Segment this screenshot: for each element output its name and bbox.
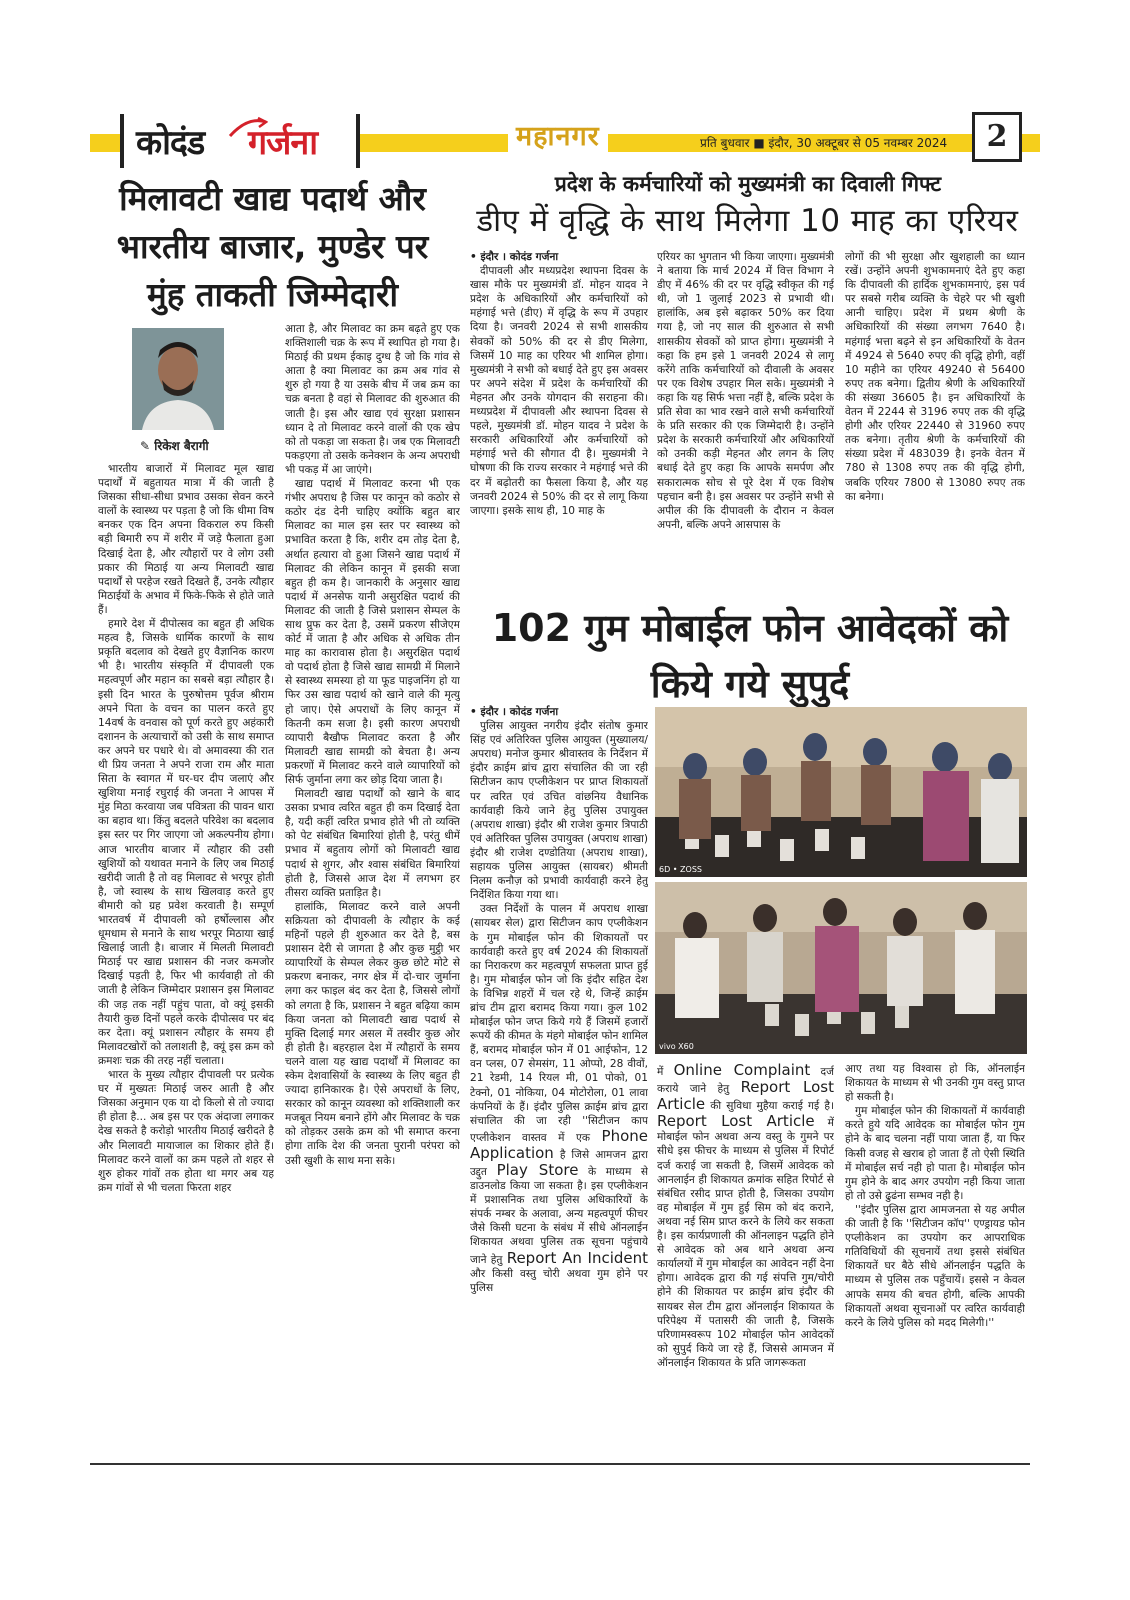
paragraph: एरियर का भुगतान भी किया जाएगा। मुख्यमंत्री ने बताया कि मार्च 2024 में वित्त विभाग ने डीए में 46% की दर पर वृद्धि स्वीकृत की गई थी, जो 1 जुलाई 2023 से प्रभावी थी। हालांकि, अब इसे बढ़ाकर 50% कर दिया गया है, जो नए साल की शुरुआत से सभी शासकीय सेवकों को प्राप्त होगा। मुख्यमंत्री ने कहा कि हम इसे 1 जनवरी 2024 से लागू करेंगे ताकि कर्मचारियों को दीवाली के अवसर पर एक विशेष उपहार मिल सके। मुख्यमंत्री ने कहा कि यह सिर्फ भत्ता नहीं है, बल्कि प्रदेश के प्रति सेवा का भाव रखने वाले सभी कर्मचारियों के प्रति सरकार की एक जिम्मेदारी है। उन्होंने प्रदेश के सरकारी कर्मचारियों और अधिकारियों को उनकी कड़ी मेहनत और लगन के लिए बधाई देते हुए कहा कि आपके समर्पण और सकारात्मक सोच से पूरे देश में एक विशेष पहचान बनी है। इस अवसर पर उन्होंने सभी से अपील की कि दीपावली के दौरान न केवल अपनी, बल्कि अपने आसपास के <box>657 251 834 531</box>
da-article-column-2 <box>657 250 834 595</box>
text-run: है जिसे आमजन द्वारा उद्दुत <box>470 1148 648 1178</box>
text-run: में मोबाईल फोन अथवा अन्य वस्तु के गुमने पर सीधे इस फीचर के माध्यम से पुलिस में रिपोर्ट दर्ज कराई जा सकती है, जिसमें आवेदक को आनलाईन ही शिकायत क्रमांक सहित रिपोर्ट से संबंधित रसीद प्राप्त होती है, जिसका उपयोग वह मोबाईल में गुम हुई सिम को बंद कराने, अथवा नई सिम प्राप्त करने के लिये कर सकता है। इस कार्यप्रणाली की ऑनलाइन पद्धति होने से आवेदक को अब थाने अथवा अन्य कार्यालयों में गुम मोबाईल का आवेदन नहीं देना होगा। आवेदक द्वारा की गई संपत्ति गुम/चोरी होने की शिकायत पर क्राईम ब्रांच इंदौर की सायबर सेल टीम द्वारा ऑनलाईन शिकायत के परिपेक्ष्य में पतासरी की जाती है, जिसके परिणामस्वरूप 102 मोबाईल फोन आवेदकों को सुपुर्द किये जा रहे हैं, जिससे आमजन में ऑनलाईन शिकायत के प्रति जागरूकता <box>657 1117 834 1369</box>
da-article-headline: डीए में वृद्धि के साथ मिलेगा 10 माह का एरियर <box>476 203 1019 239</box>
issue-info: प्रति बुधवार ■ इंदौर, 30 अक्टूबर से 05 नवम्बर 2024 <box>700 136 948 150</box>
paragraph: भारतीय बाजारों में मिलावट मूल खाद्य पदार्थों में बहुतायत मात्रा में की जाती है जिसका सीधा-सीधा प्रभाव उसका सेवन करने वालों के स्वास्थ्य पर पड़ता है जो कि धीमा विष बनकर एक दिन अपना विकराल रुप किसी बड़ी बिमारी रुप में शरीर में जड़े फैलाता हुआ दिखाई देता है, और त्यौहारों पर वे लोग उसी प्रकार की मिठाई या अन्य मिलावटी खाद्य पदार्थों से परहेज रखते दिखते हैं, उनके त्यौहार मिठाईयों के अभाव में फिके-फिके से होते जाते हैं। <box>98 463 274 616</box>
text-run: Online Complaint <box>673 1062 811 1079</box>
left-article-column-2 <box>285 322 460 1458</box>
paragraph: हालांकि, मिलावट करने वाले अपनी सक्रियता को दीपावली के त्यौहार के कई महिनों पहले ही शुरुआत कर देते है, बस प्रशासन देरी से जागता है और कुछ मुट्ठी भर व्यापारियों के सेम्पल लेकर कुछ छोटे मोटे से प्रकरण बनाकर, नगर क्षेत्र में दो-चार जुर्माना लगा कर फाइल बंद कर देता है, जिससे लोगों को लगता है कि, प्रशासन ने बहुत बढ़िया काम किया जनता को मिलावटी खाद्य पदार्थ से मुक्ति दिलाई मगर असल में तस्वीर कुछ ओर ही होती है। बहरहाल देश में त्यौहारों के समय चलने वाला यह खाद्य पदार्थों में मिलावट का स्केम देशवासियों के स्वास्थ्य के लिए बहुत ही ज्यादा हानिकारक है। ऐसे अपराधों के लिए, सरकार को कानून व्यवस्था को शक्तिशाली कर मजबूत नियम बनाने होंगे और मिलावट के चक्र को तोड़कर उसके क्रम को भी समाप्त करना होगा ताकि देश की जनता पुरानी परंपरा को उसी खुशी के साथ मना सके। <box>285 900 460 1167</box>
logo-left-bar <box>120 114 124 168</box>
page-number: 2 <box>972 112 1022 162</box>
photo-caption: 6D • ZOSS <box>659 865 702 874</box>
author-photo <box>132 328 224 430</box>
text-run: Report Lost Article <box>657 1078 834 1114</box>
paragraph: दीपावली और मध्यप्रदेश स्थापना दिवस के खास मौके पर मुख्यमंत्री डॉ. मोहन यादव ने प्रदेश के अधिकारियों और कर्मचारियों को महंगाई भत्ते (डीए) में वृद्धि के रूप में उपहार दिया है। जनवरी 2024 से सभी शासकीय सेवकों को 50% की दर से डीए मिलेगा, जिसमें 10 माह का एरियर भी शामिल होगा। मुख्यमंत्री ने सभी को बधाई देते हुए इस अवसर पर अपने संदेश में प्रदेश के कर्मचारियों की मेहनत और उनके योगदान की सराहना की। मध्यप्रदेश में दीपावली और स्थापना दिवस से पहले, मुख्यमंत्री डॉ. मोहन यादव ने प्रदेश के सरकारी अधिकारियों और कर्मचारियों को महंगाई भत्ते की सौगात दी है। मुख्यमंत्री ने घोषणा की कि राज्य सरकार ने महंगाई भत्ते की दर में बढ़ोतरी का फैसला किया है, और यह जनवरी 2024 से 50% की दर से लागू किया जाएगा। इसके साथ ही, 10 माह के <box>470 265 648 517</box>
mobile-article-column-1 <box>470 705 648 1458</box>
logo-right-bar <box>356 114 360 168</box>
paragraph <box>657 1062 834 1370</box>
text-run: के माध्यम से डाउनलोड किया जा सकता है। इस एप्लीकेशन में प्रशासनिक तथा पुलिस अधिकारियों के संपर्क नम्बर के अलावा, अन्य महत्वपूर्ण फीचर जैसे किसी घटना के संबंध में सीधे ऑनलाईन शिकायत अथवा पुलिस तक सूचना पहुंचाये जाने हेतु <box>470 1166 648 1266</box>
section-name: महानगर <box>508 116 608 153</box>
paragraph: भारत के मुख्य त्यौहार दीपावली पर प्रत्येक घर में मुख्यतः मिठाई जरुर आती है और जिसका अनुमान एक या दो किलो से तो ज्यादा ही होता है... अब इस पर एक अंदाजा लगाकर देख सकते है करोड़ो भारतीय मिठाई खरीदते है और मिलावटी मायाजाल का शिकार होते हैं। मिलावट करने वालों का क्रम पहले तो शहर से शुरु होकर गांवों तक होता था मगर अब यह क्रम गांवों से भी चलता फिरता शहर <box>98 1069 274 1194</box>
author-name <box>140 437 270 454</box>
event-photo-1 <box>655 707 1027 877</box>
paragraph: लोगों की भी सुरक्षा और खुशहाली का ध्यान रखें। उन्होंने अपनी शुभकामनाएं देते हुए कहा कि दीपावली की हार्दिक शुभकामनाएं, इस पर्व पर सबसे गरीब व्यक्ति के चेहरे पर भी खुशी आनी चाहिए। प्रदेश में प्रथम श्रेणी के अधिकारियों की संख्या लगभग 7640 है। महंगाई भत्ता बढ़ने से इन अधिकारियों के वेतन में 4924 से 5640 रुपए की वृद्धि होगी, वहीं 10 महीने का एरियर 49240 से 56400 रुपए तक बनेगा। द्वितीय श्रेणी के अधिकारियों की संख्या 36605 है। इन अधिकारियों के वेतन में 2244 से 3196 रुपए तक की वृद्धि होगी और एरियर 22440 से 31960 रुपए तक बनेगा। तृतीय श्रेणी के कर्मचारियों की संख्या प्रदेश में 483039 है। इनके वेतन में 780 से 1308 रुपए तक की वृद्धि होगी, जबकि एरियर 7800 से 13080 रुपए तक का बनेगा। <box>845 251 1025 503</box>
byline: • इंदौर । कोदंड गर्जना <box>470 706 559 718</box>
newspaper-logo <box>120 112 360 170</box>
text-run: Play Store <box>496 1161 579 1179</box>
mobile-article-column-3 <box>845 1062 1025 1458</box>
applicants-receiving-phones-image <box>655 882 1027 1054</box>
paragraph: आता है, और मिलावट का क्रम बढ़ते हुए एक शक्तिशाली चक्र के रूप में स्थापित हो गया है। मिठाई की प्रथम ईकाइ दुग्ध है जो कि गांव से आता है क्या मिलावट का क्रम अब गांव से शुरु हो गया है या उसके बीच में जब क्रम का चक्र बनता है वहां से मिलावट की शुरुआत की जाती है। इस और खाद्य एवं सुरक्षा प्रशासन ध्यान दे तो मिलावट करने वालों की एक खेप को तो पकड़ा जा सकता है। जब एक मिलावटी पकड़एगा तो उसके कनेक्शन के अन्य अपराधी भी पकड़ में आ जाएंगे। <box>285 323 460 476</box>
text-run: Application <box>470 1143 554 1162</box>
event-photo-2 <box>655 882 1027 1054</box>
officials-handing-phones-image <box>655 707 1027 877</box>
photo-caption: vivo X60 <box>659 1042 694 1051</box>
text-run: उक्त निर्देशों के पालन में अपराध शाखा (सायबर सेल) द्वारा सिटीजन काप एप्लीकेशन के गुम मोबाईल फोन की शिकायतों पर कार्यवाही करते हुए वर्ष 2024 की शिकायतों का निराकरण कर महत्वपूर्ण सफलता प्राप्त हुई है। गुम मोबाईल फोन जो कि इंदौर सहित देश के विभिन्न शहरों में चल रहे थे, जिन्हें क्राईम ब्रांच टीम द्वारा बरामद किया गया। कुल 102 मोबाईल फोन जप्त किये गये हैं जिसमें हजारों रूपयें की कीमत के मंहगे मोबाईल फोन शामिल हैं, बरामद मोबाईल फोन में 01 आईफोन, 12 वन प्लस, 07 सेमसंग, 11 ओप्पो, 28 वीवों, 21 रेडमी, 14 रियल मी, 01 पोको, 01 टेक्नो, 01 नोकिया, 04 मोटोरोला, 01 लावा कंपनियों के हैं। इंदौर पुलिस क्राईम ब्रांच द्वारा संचालित की जा रही ''सिटीजन काप एप्लीकेशन वास्तव में एक <box>470 903 648 1144</box>
text-run: में <box>657 1066 664 1078</box>
text-run: Phone <box>601 1126 648 1145</box>
paragraph: पुलिस आयुक्त नगरीय इंदौर संतोष कुमार सिंह एवं अतिरिक्त पुलिस आयुक्त (मुख्यालय/अपराध) मनोज कुमार श्रीवास्तव के निर्देशन में इंदौर क्राईम ब्रांच द्वारा संचालित की जा रही सिटीजन काप एप्लीकेशन पर प्राप्त शिकायतों पर त्वरित एवं उचित वांछनिय वैधानिक कार्यवाही किये जाने हेतु पुलिस उपायुक्त (अपराध शाखा) इंदौर श्री राजेश कुमार त्रिपाठी एवं अतिरिक्त पुलिस उपायुक्त (अपराध शाखा) इंदौर श्री राजेश दण्डोतिया (अपराध शाखा), सहायक पुलिस आयुक्त (सायबर) श्रीमती निलम कनौज़ को प्रभावी कार्यवाही करने हेतु निर्देशित किया गया था। <box>470 720 648 902</box>
text-run: दर्ज कराये जाने हेतु <box>657 1066 834 1096</box>
byline: • इंदौर । कोदंड गर्जना <box>470 251 559 263</box>
paragraph: आए तथा यह विश्वास हो कि, ऑनलाईन शिकायत के माध्यम से भी उनकी गुम वस्तु प्राप्त हो सकती है। <box>845 1063 1025 1104</box>
paragraph: ''इंदौर पुलिस द्वारा आमजनता से यह अपील की जाती है कि ''सिटीजन कॉप'' एण्ड्रायड फोन एप्लीकेशन का उपयोग कर आपराधिक गतिविधियों की सूचनायें तथा इससे संबंधित शिकायतें घर बैठे सीधे ऑनलाईन पद्धति के माध्यम से पुलिस तक पहुँचायें। इससे न केवल आपके समय की बचत होगी, बल्कि आपकी शिकायतों अथवा सूचनाओं पर त्वरित कार्यवाही करने के लिये पुलिस को मदद मिलेगी।'' <box>845 1203 1025 1329</box>
text-run: Report An Incident <box>506 1248 648 1267</box>
da-article-column-1 <box>470 250 648 595</box>
paragraph: मिलावटी खाद्य पदार्थों को खाने के बाद उसका प्रभाव त्वरित बहुत ही कम दिखाई देता है, यदी कहीं त्वरित प्रभाव होते भी तो व्यक्ति को पेट संबंधित बिमारियां होती है, परंतु धीमें प्रभाव में बहुताय लोगों को मिलावटी खाद्य पदार्थ से शुगर, और श्वास संबंधित बिमारियां होती है, जिससे आज देश में लगभग हर तीसरा व्यक्ति प्रताड़ित है। <box>285 788 460 899</box>
da-article-column-3 <box>845 250 1025 595</box>
da-article-subheadline: प्रदेश के कर्मचारियों को मुख्यमंत्री का दिवाली गिफ्ट <box>554 172 942 196</box>
pen-icon: ✎ <box>140 439 151 453</box>
text-run: Report Lost Article <box>657 1112 815 1131</box>
author-portrait <box>132 328 224 430</box>
logo-part1: कोदंड <box>136 123 205 163</box>
text-run: की सुविधा मुहैया कराई गई है। <box>710 1100 834 1113</box>
logo-part2: गर्जना <box>248 123 318 163</box>
paragraph: हमारे देश में दीपोत्सव का बहुत ही अधिक महत्व है, जिसके धार्मिक कारणों के साथ प्रकृति बदलाव को देखते हुए वैज्ञानिक कारण भी है। भारतीय संस्कृति में दीपावली एक महत्वपूर्ण और महान का सबसे बड़ा त्यौहार है। इसी दिन भारत के पुरुषोत्तम पूर्वज श्रीराम अपने पिता के वचन का पालन करते हुए 14वर्ष के वनवास को पूर्ण करते हुए अहंकारी दशानन के अत्याचारों को उसी के साथ समाप्त कर अपने घर पधारे थे। वो अमावस्या की रात थी प्रिय जनता ने अपने राजा राम और माता सिता के स्वागत में घर-घर दीप जलाएं और खुशिया मनाई रघुराई की जनता ने आपस में मुंह मिठा करवाया जब पवित्रता की पावन धारा का बहाव था। किंतु बदलते परिवेश का बदलाव इस स्तर पर गिर जाएगा जो अकल्पनीय होगा। आज भारतीय बाजार में त्यौहार की उसी खुशियों को यथावत मनाने के लिए जब मिठाई खरीदी जाती है तो वह मिलावट से भरपूर होती है, जो स्वास्थ के साथ खिलवाड़ करते हुए बीमारी को ग्रह प्रवेश करवाती है। सम्पूर्ण भारतवर्ष में दीपावली को हर्षोल्लास और धूमधाम से मनाने के साथ भरपूर मिठाया खाई खिलाई जाती है। बाजार में मिलती मिलावटी मिठाई पर खाद्य प्रशासन की नजर कमजोर दिखाई पड़ती है, फिर भी कार्यवाही तो की जाती है लेकिन जिम्मेदार प्रशासन इस मिलावट की जड़ तक नहीं पहुंच पाता, वो क्यूं इसकी तैयारी कुछ दिनों पहले करके दीपोत्सव पर बंद कर देता। क्यूं प्रशासन त्यौहार के समय ही मिलावटखोरों को तलाशती है, क्यूं इस क्रम को क्रमशः चक्र की तरह नहीं चलाता। <box>98 618 274 1067</box>
paragraph <box>470 902 648 1295</box>
mobile-article-column-2 <box>657 1062 834 1458</box>
masthead <box>90 112 1040 170</box>
bottom-rule <box>90 1463 1030 1465</box>
left-article-column-1 <box>98 462 274 1458</box>
mobile-article-headline: 102 गुम मोबाईल फोन आवेदकों को किये गये सुपुर्द <box>491 606 1009 706</box>
left-article-headline: मिलावटी खाद्य पदार्थ और भारतीय बाजार, मुण्डेर पर मुंह ताकती जिम्मेदारी <box>116 179 429 314</box>
paragraph: गुम मोबाईल फोन की शिकायतों में कार्यवाही करते हुये यदि आवेदक का मोबाईल फोन गुम होने के बाद चलना नहीं पाया जाता हैं, या फिर किसी वजह से खराब हो जाता हैं तो ऐसी स्थिति में मोबाईल सर्च नही हो पाता है। मोबाईल फोन गुम होने के बाद अगर उपयोग नही किया जाता हो तो उसे ढुढंना सम्भव नही है। <box>845 1105 1025 1202</box>
paragraph: खाद्य पदार्थ में मिलावट करना भी एक गंभीर अपराध है जिस पर कानून को कठोर से कठोर दंड देनी चाहिए क्योंकि बहुत बार मिलावट का माल इस स्तर पर स्वास्थ्य को प्रभावित करता है कि, शरीर दम तोड़ देता है, अर्थात हत्यारा वो हुआ जिसने खाद्य पदार्थ में मिलावट की लेकिन कानून में इसकी सजा बहुत ही कम है। जानकारी के अनुसार खाद्य पदार्थ में अनसेफ यानी असुरक्षित पदार्थ की मिलावट की जाती है जिसे प्रशासन सेम्पल के साथ प्रुफ कर देता है, उसमें प्रकरण सीजेएम कोर्ट में जाता है और अधिक से अधिक तीन माह का कारावास होता है। असुरक्षित पदार्थ वो पदार्थ होता है जिसे खाद्य सामग्री में मिलाने से स्वास्थ्य समस्या हो या फूड पाइजनिंग हो या फिर उस खाद्य पदार्थ को खाने वाले की मृत्यु हो जाए। ऐसे अपराधों के लिए कानून में कितनी कम सजा है। इसी कारण अपराधी व्यापारी बैखौफ मिलावट करता है और मिलावटी खाद्य सामग्री को बेचता है। अन्य प्रकरणों में मिलावट करने वाले व्यापारियों को सिर्फ जुर्माना लगा कर छोड़ दिया जाता है। <box>285 478 460 786</box>
text-run: और किसी वस्तु चोरी अथवा गुम होने पर पुलिस <box>470 1267 648 1294</box>
author-name-text: रिकेश बैरागी <box>154 439 209 453</box>
